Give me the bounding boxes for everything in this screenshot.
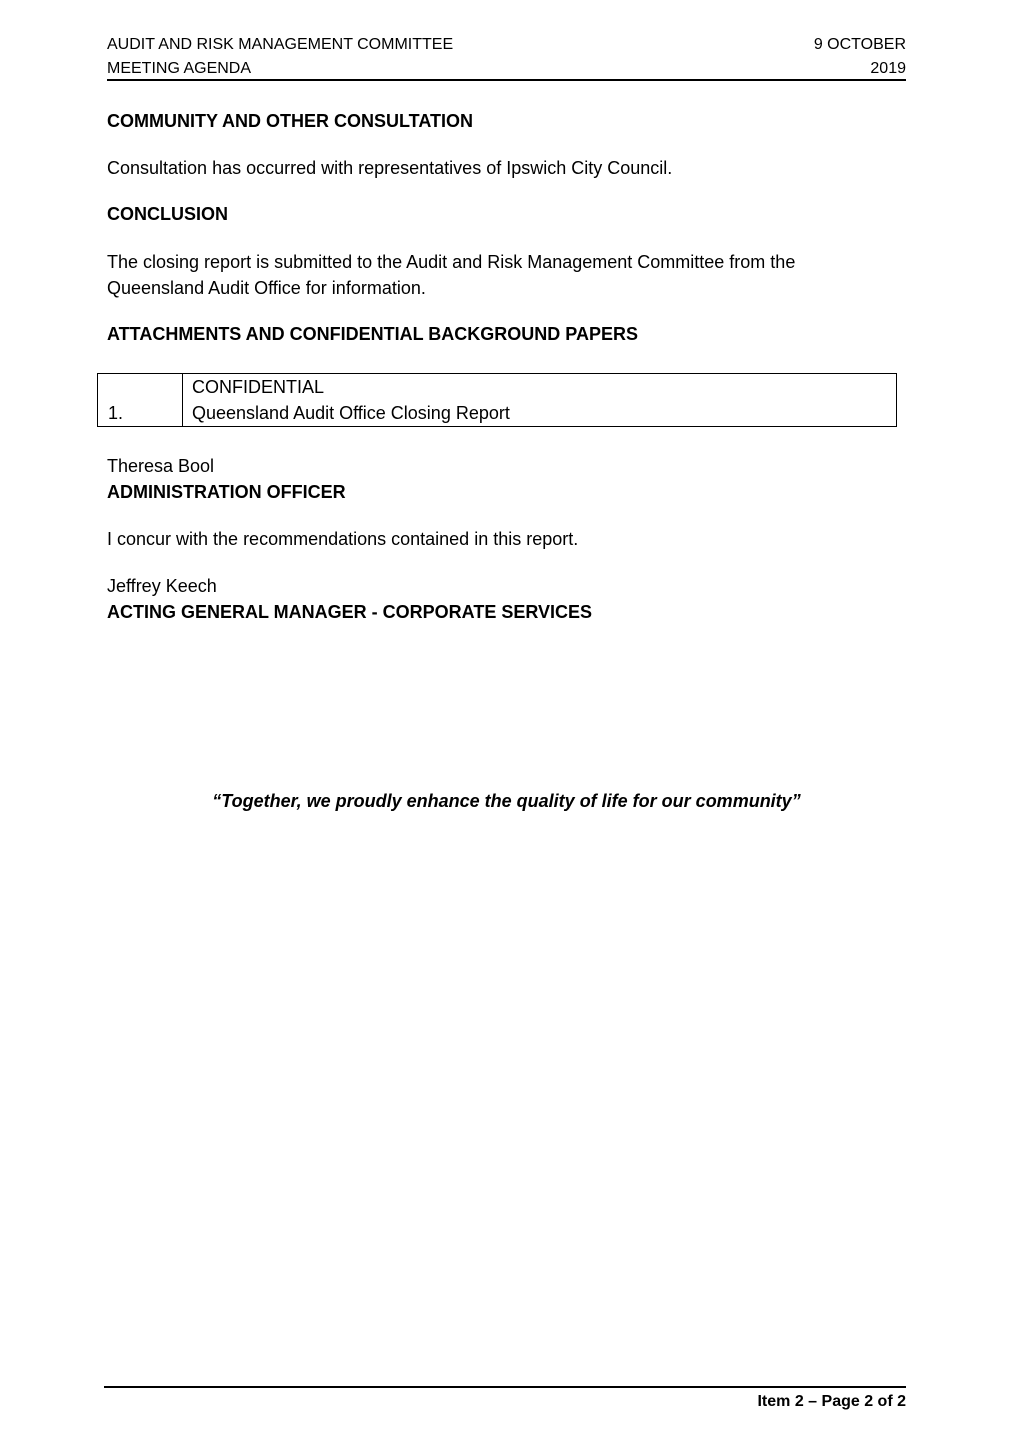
page-number: Item 2 – Page 2 of 2 <box>757 1393 906 1410</box>
header-date-day-month: 9 OCTOBER <box>813 36 906 53</box>
attachment-classification: CONFIDENTIAL <box>192 377 325 397</box>
consultation-text: Consultation has occurred with representatives of Ipswich City Council. <box>107 158 673 178</box>
table-row <box>98 374 897 427</box>
attachments-table <box>97 373 897 427</box>
attachment-number: 1. <box>98 374 183 427</box>
attachment-description <box>183 374 897 427</box>
attachments-heading: ATTACHMENTS AND CONFIDENTIAL BACKGROUND PAPERS <box>107 324 638 344</box>
header-date <box>814 33 906 81</box>
attachment-title: Queensland Audit Office Closing Report <box>192 403 510 423</box>
conclusion-heading: CONCLUSION <box>107 204 228 224</box>
author-signature <box>107 453 887 505</box>
conclusion-text-line-2: Queensland Audit Office for information. <box>107 278 426 298</box>
approver-name: Jeffrey Keech <box>107 576 217 596</box>
header-committee-name: AUDIT AND RISK MANAGEMENT COMMITTEE <box>107 36 454 53</box>
approver-signature <box>107 573 887 625</box>
footer-divider <box>104 1386 906 1388</box>
header-committee <box>107 33 453 81</box>
conclusion-text <box>107 249 906 301</box>
author-name: Theresa Bool <box>107 456 215 476</box>
header-divider <box>107 79 906 81</box>
approver-title: ACTING GENERAL MANAGER - CORPORATE SERVICES <box>107 602 593 622</box>
header-document-type: MEETING AGENDA <box>107 60 252 77</box>
header-date-year: 2019 <box>870 60 906 77</box>
consultation-heading: COMMUNITY AND OTHER CONSULTATION <box>107 111 473 131</box>
council-motto: “Together, we proudly enhance the quality of life for our community” <box>212 791 801 811</box>
concur-statement: I concur with the recommendations contained in this report. <box>107 529 579 549</box>
conclusion-text-line-1: The closing report is submitted to the Audit and Risk Management Committee from the <box>107 252 796 272</box>
author-title: ADMINISTRATION OFFICER <box>107 482 346 502</box>
